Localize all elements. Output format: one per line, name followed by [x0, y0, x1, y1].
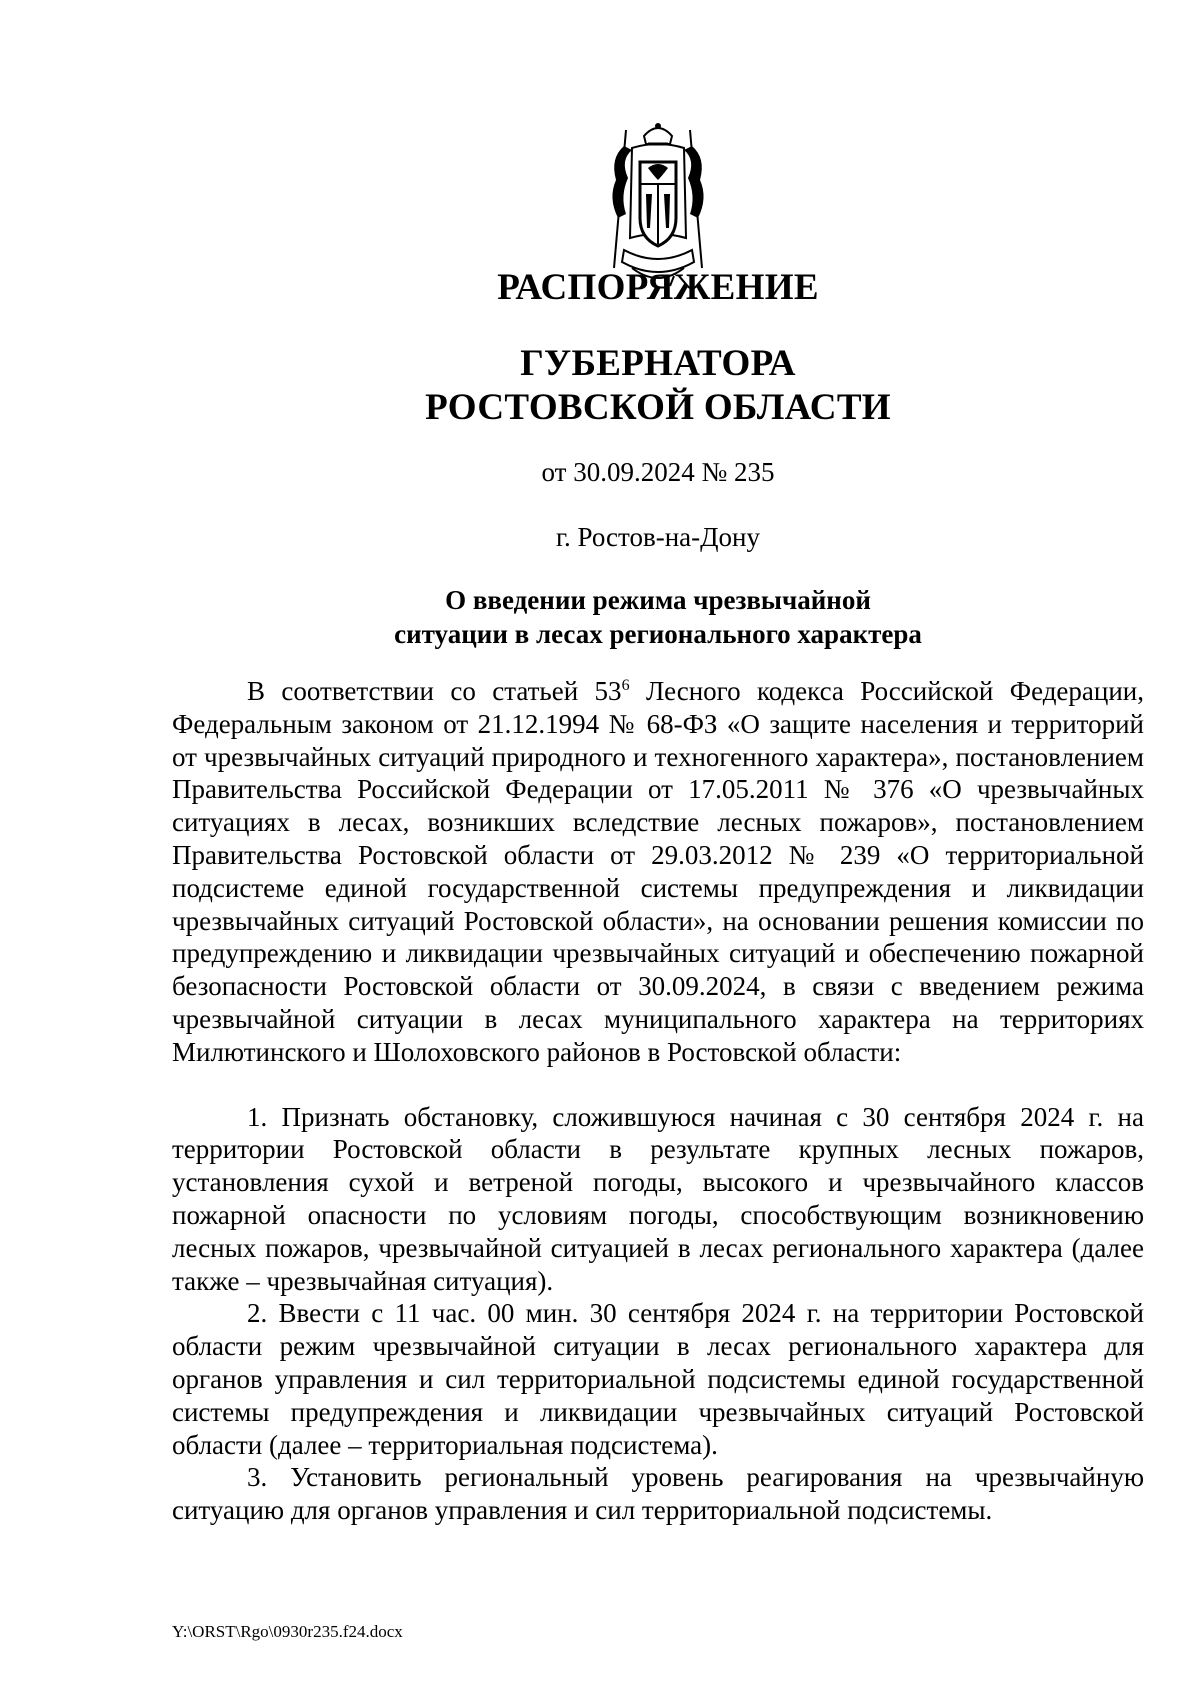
authority-heading-line2: РОСТОВСКОЙ ОБЛАСТИ	[425, 387, 891, 428]
city-line: г. Ростов-на-Дону	[555, 522, 760, 552]
document-type-heading: РАСПОРЯЖЕНИЕ	[497, 267, 819, 308]
footer-file-path: Y:\ORST\Rgo\0930r235.f24.docx	[172, 1622, 403, 1641]
subject-line1: О введении режима чрезвычайной	[445, 585, 871, 615]
document-body	[172, 675, 1144, 1527]
list-item: 3. Установить региональный уровень реагирования на чрезвычайную ситуацию для органов управления и сил территориальной подсистемы.	[172, 1462, 1144, 1526]
preamble-text-rest: Лесного кодекса Российской Федерации, Федеральным законом от 21.12.1994 № 68-ФЗ «О защите населения и территорий от чрезвычайных ситуаций природного и техногенного характера», постановлением Правительства Российской Федерации от 17.05.2011 № 376 «О чрезвычайных ситуациях в лесах, возникших вследствие лесных пожаров», постановлением Правительства Ростовской области от 29.03.2012 № 239 «О территориальной подсистеме единой государственной системы предупреждения и ликвидации чрезвычайных ситуаций Ростовской области», на основании решения комиссии по предупреждению и ликвидации чрезвычайных ситуаций и обеспечению пожарной безопасности Ростовской области от 30.09.2024, в связи с введением режима чрезвычайной ситуации в лесах муниципального характера на территориях Милютинского и Шолоховского районов в Ростовской области:	[172, 676, 1144, 1067]
article-superscript: 6	[621, 677, 630, 694]
list-item: 2. Ввести с 11 час. 00 мин. 30 сентября 2024 г. на территории Ростовской области режим чрезвычайной ситуации в лесах регионального характера для органов управления и сил территориальной подсистемы единой государственной системы предупреждения и ликвидации чрезвычайных ситуаций Ростовской области (далее – территориальная подсистема).	[172, 1298, 1144, 1460]
subject-title	[0, 583, 1200, 651]
list-item: 1. Признать обстановку, сложившуюся начиная с 30 сентября 2024 г. на территории Ростовской области в результате крупных лесных пожаров, установления сухой и ветреной погоды, высокого и чрезвычайного классов пожарной опасности по условиям погоды, способствующим возникновению лесных пожаров, чрезвычайной ситуацией в лесах регионального характера (далее также – чрезвычайная ситуация).	[172, 1101, 1144, 1296]
authority-heading-line1: ГУБЕРНАТОРА	[520, 343, 796, 384]
date-and-number: от 30.09.2024 № 235	[541, 457, 775, 487]
subject-line2: ситуации в лесах регионального характера	[394, 619, 922, 649]
preamble-text-start: В соответствии со статьей 53	[247, 676, 622, 706]
preamble-paragraph	[172, 675, 1144, 1069]
